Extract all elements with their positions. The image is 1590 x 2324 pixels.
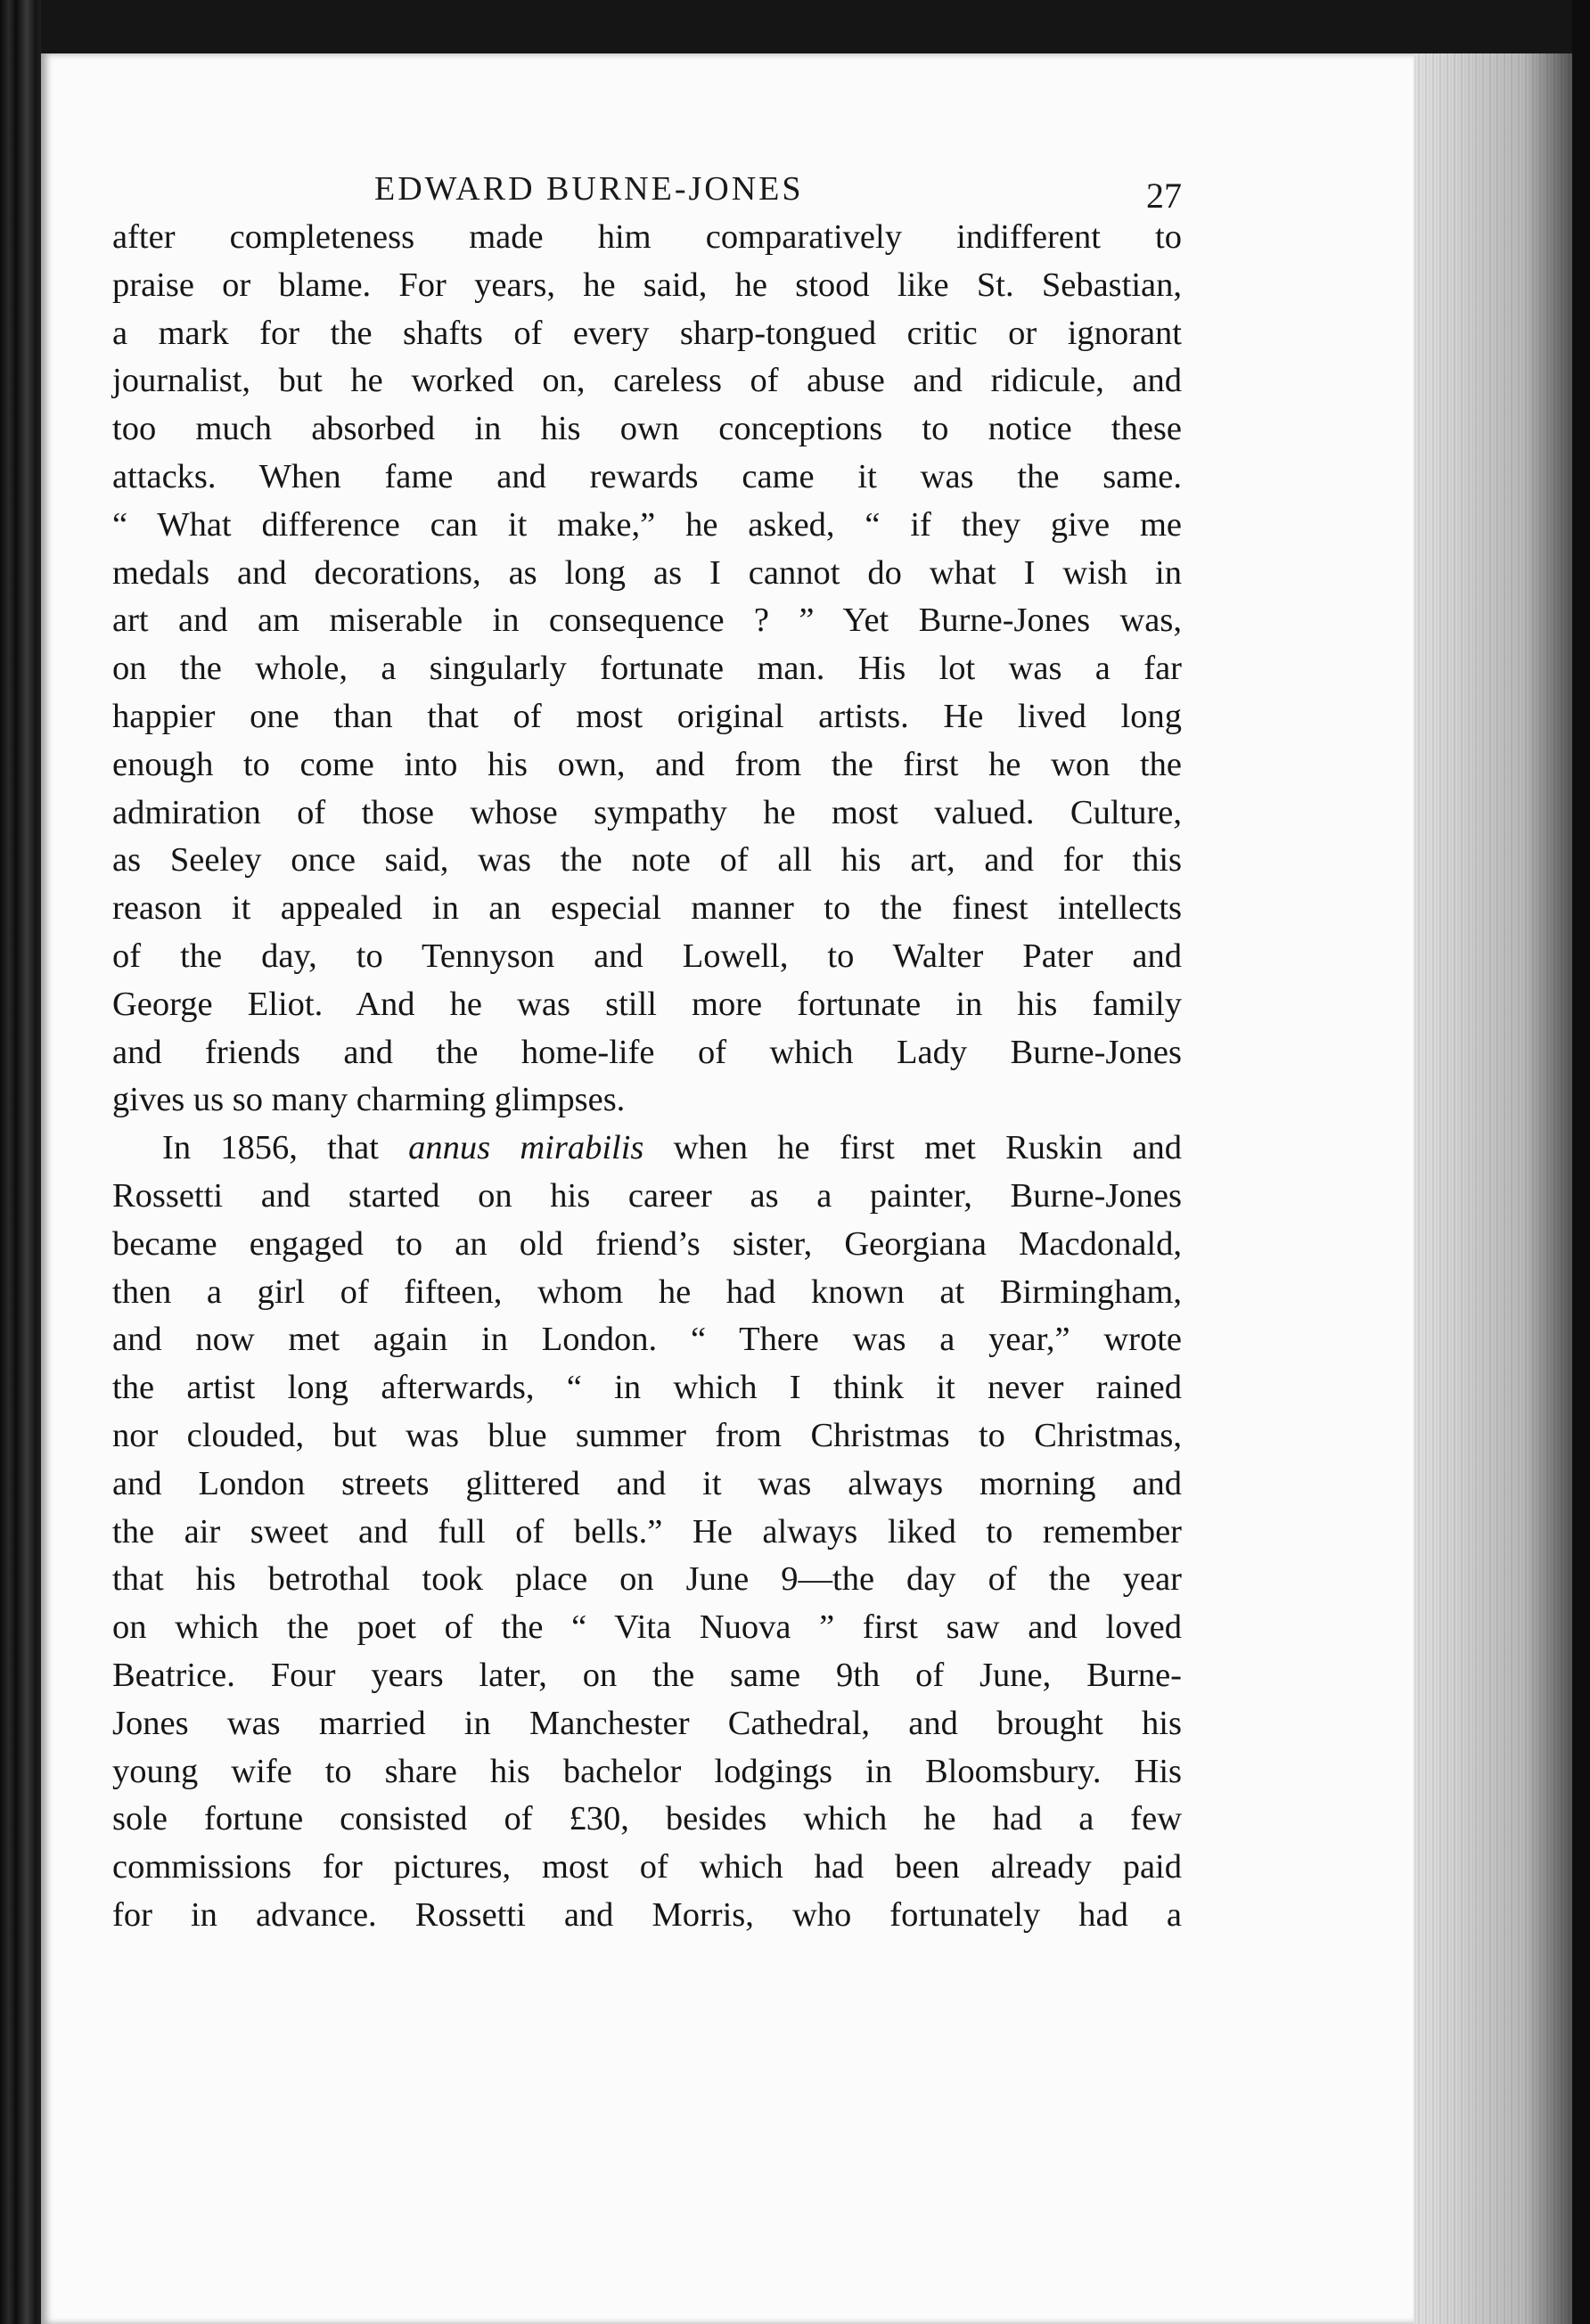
page-stack-edges [1414, 53, 1572, 2324]
text-line: nor clouded, but was blue summer from Christmas to Christmas, [112, 1416, 1182, 1454]
text-line: and friends and the home-life of which Lady Burne-Jones [112, 1033, 1182, 1071]
text-line: and now met again in London. “ There was a year,” wrote [112, 1321, 1182, 1359]
text-line: enough to come into his own, and from the first he won the [112, 745, 1182, 783]
text-line: gives us so many charming glimpses. [112, 1081, 626, 1119]
text-line: “ What difference can it make,” he asked, “ if they give me [112, 505, 1182, 544]
text-line: Rossetti and started on his career as a painter, Burne-Jones [112, 1176, 1182, 1215]
text-line: art and am miserable in consequence ? ” Yet Burne-Jones was, [112, 601, 1182, 640]
text-line: happier one than that of most original artists. He lived long [112, 697, 1182, 735]
text-line: too much absorbed in his own conceptions to notice these [112, 410, 1182, 448]
text-line: reason it appealed in an especial manner to the finest intellects [112, 889, 1182, 928]
text-line: that his betrothal took place on June 9—the day of the year [112, 1560, 1182, 1599]
scan-background-right [1572, 0, 1590, 2324]
text-line: admiration of those whose sympathy he most valued. Culture, [112, 793, 1182, 831]
paragraph-2 [112, 1125, 1182, 1940]
text-line: the artist long afterwards, “ in which I think it never rained [112, 1369, 1182, 1407]
text-line: a mark for the shafts of every sharp-tongued critic or ignorant [112, 314, 1182, 352]
text-line: on the whole, a singularly fortunate man. His lot was a far [112, 650, 1182, 688]
page-number: 27 [1146, 176, 1182, 216]
running-head: EDWARD BURNE-JONES [374, 170, 804, 208]
text-line: then a girl of fifteen, whom he had known at Birmingham, [112, 1272, 1182, 1311]
text-line: praise or blame. For years, he said, he stood like St. Sebastian, [112, 266, 1182, 304]
text-line: commissions for pictures, most of which had been already paid [112, 1848, 1182, 1886]
text-line: of the day, to Tennyson and Lowell, to Walter Pater and [112, 937, 1182, 975]
text-line: the air sweet and full of bells.” He always liked to remember [112, 1512, 1182, 1551]
text-line: George Eliot. And he was still more fortunate in his family [112, 985, 1182, 1023]
text-line: became engaged to an old friend’s sister, Georgiana Macdonald, [112, 1224, 1182, 1263]
text-line: for in advance. Rossetti and Morris, who fortunately had a [112, 1895, 1182, 1934]
text-line: attacks. When fame and rewards came it was the same. [112, 457, 1182, 495]
text-line: and London streets glittered and it was always morning and [112, 1464, 1182, 1502]
text-line: journalist, but he worked on, careless of abuse and ridicule, and [112, 362, 1182, 400]
text-line: on which the poet of the “ Vita Nuova ” first saw and loved [112, 1608, 1182, 1647]
paragraph-1 [112, 214, 1182, 1125]
text-line: Jones was married in Manchester Cathedral, and brought his [112, 1704, 1182, 1742]
text-line: medals and decorations, as long as I cannot do what I wish in [112, 553, 1182, 592]
text-line: after completeness made him comparatively indifferent to [112, 218, 1182, 256]
body-text [112, 214, 1182, 1940]
text-line: young wife to share his bachelor lodgings in Bloomsbury. His [112, 1752, 1182, 1790]
text-line: as Seeley once said, was the note of all his art, and for this [112, 841, 1182, 880]
book-gutter [0, 0, 41, 2324]
scan-background-top [0, 0, 1590, 53]
text-line: In 1856, that annus mirabilis when he first met Ruskin and [162, 1129, 1182, 1167]
text-line: Beatrice. Four years later, on the same 9th of June, Burne- [112, 1656, 1182, 1694]
text-line: sole fortune consisted of £30, besides which he had a few [112, 1800, 1182, 1838]
